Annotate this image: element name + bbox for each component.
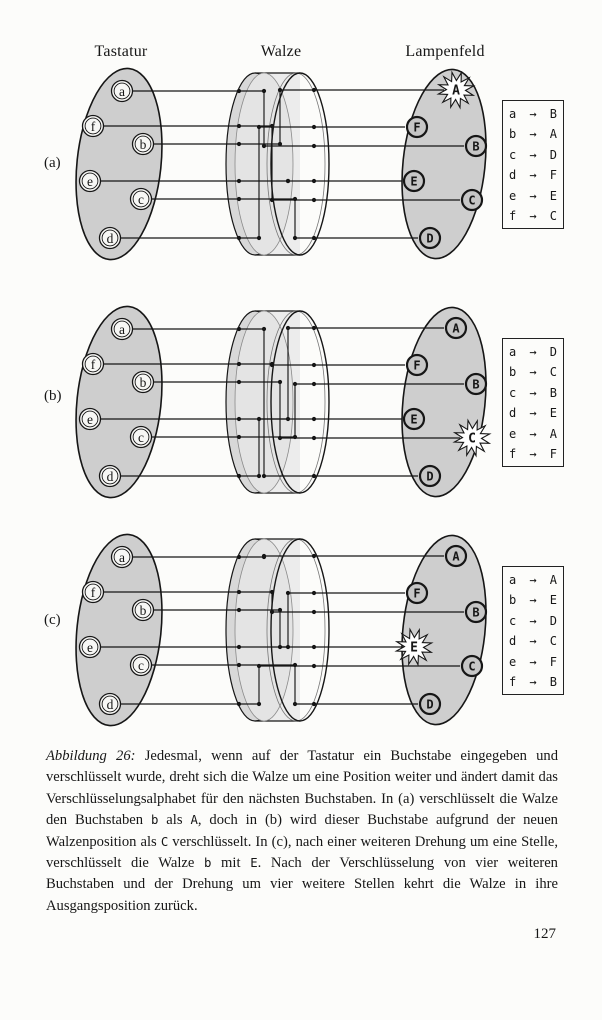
rotor-diagram-b: [70, 298, 510, 506]
key-letter: d: [106, 230, 114, 246]
caption-segment: b: [150, 813, 159, 828]
wire-junction-dot: [312, 326, 316, 330]
key-letter: f: [90, 584, 96, 600]
wire-junction-dot: [286, 645, 290, 649]
lamp-letter: F: [413, 586, 421, 601]
mapping-cell: →: [529, 209, 537, 224]
wire-junction-dot: [312, 382, 316, 386]
mapping-cell: b: [509, 593, 517, 608]
lamp-letter: B: [472, 139, 480, 154]
mapping-cell: →: [529, 573, 537, 587]
key-letter: e: [87, 173, 93, 189]
wire-junction-dot: [237, 645, 241, 649]
mapping-cell: b: [509, 127, 517, 142]
key-letter: d: [106, 468, 114, 484]
mapping-row: [509, 424, 557, 444]
caption-segment: Abbildung 26:: [46, 748, 145, 764]
mapping-cell: →: [529, 168, 537, 183]
wire-junction-dot: [237, 608, 241, 612]
wire-junction-dot: [312, 474, 316, 478]
mapping-row: [509, 383, 557, 403]
mapping-cell: B: [549, 675, 557, 690]
wire-junction-dot: [286, 591, 290, 595]
wire-junction-dot: [237, 89, 241, 93]
mapping-row: [509, 570, 557, 590]
mapping-cell: c: [509, 147, 517, 162]
caption-segment: , doch in (b) wird dieser Buchstabe aufgrund der neuen Walzenposition als: [46, 812, 558, 850]
mapping-table-b: [502, 338, 564, 467]
wire-junction-dot: [312, 236, 316, 240]
wire-junction-dot: [270, 610, 274, 614]
mapping-cell: E: [549, 188, 557, 203]
mapping-cell: C: [549, 209, 557, 224]
panel-label-b: (b): [44, 388, 62, 404]
key-letter: b: [139, 602, 147, 618]
mapping-row: [509, 403, 557, 423]
mapping-cell: →: [529, 406, 537, 421]
mapping-table-c: [502, 566, 564, 695]
wire-junction-dot: [270, 198, 274, 202]
wire-junction-dot: [237, 380, 241, 384]
mapping-cell: a: [509, 107, 517, 121]
mapping-cell: E: [549, 593, 557, 608]
wire-junction-dot: [293, 702, 297, 706]
key-letter: c: [138, 429, 144, 445]
wire-junction-dot: [237, 663, 241, 667]
rotor-diagram-c: [70, 526, 510, 734]
key-letter: b: [139, 374, 147, 390]
wire-junction-dot: [312, 363, 316, 367]
mapping-row: [509, 362, 557, 382]
mapping-row: [509, 145, 557, 165]
wire-junction-dot: [312, 702, 316, 706]
wire-junction-dot: [312, 554, 316, 558]
wire-junction-dot: [312, 417, 316, 421]
lampboard-disc: [393, 65, 494, 263]
mapping-row: [509, 342, 557, 362]
mapping-cell: f: [509, 447, 517, 462]
mapping-cell: →: [529, 447, 537, 462]
mapping-row: [509, 124, 557, 144]
mapping-cell: A: [549, 127, 557, 142]
wire-junction-dot: [312, 645, 316, 649]
caption-segment: mit: [211, 855, 251, 872]
caption-segment: E: [250, 856, 258, 871]
mapping-cell: →: [529, 675, 537, 690]
panel-label-c: (c): [44, 612, 61, 628]
mapping-row: [509, 165, 557, 185]
wire-junction-dot: [237, 327, 241, 331]
wire-junction-dot: [312, 591, 316, 595]
mapping-cell: →: [529, 107, 537, 121]
mapping-row: [509, 444, 557, 464]
wire-junction-dot: [262, 554, 266, 558]
wire-junction-dot: [237, 417, 241, 421]
mapping-cell: →: [529, 385, 537, 400]
mapping-row: [509, 631, 557, 651]
key-letter: c: [138, 191, 144, 207]
mapping-cell: →: [529, 634, 537, 649]
caption-segment: A: [190, 813, 198, 828]
mapping-cell: →: [529, 654, 537, 669]
key-letter: a: [119, 83, 125, 99]
wire-junction-dot: [262, 327, 266, 331]
caption-segment: . Nach der Verschlüsselung von vier weiteren Buchstaben und der Drehung um vier weitere Stellen kehrt die Walze in ihre Ausgangsposition zurück.: [46, 855, 558, 914]
mapping-cell: E: [549, 406, 557, 421]
lamp-letter: C: [468, 193, 476, 208]
mapping-cell: D: [549, 345, 557, 359]
wire-junction-dot: [286, 326, 290, 330]
mapping-cell: B: [549, 385, 557, 400]
wire-junction-dot: [257, 702, 261, 706]
wire-junction-dot: [312, 610, 316, 614]
caption-segment: Jedesmal, wenn auf der Tastatur ein Buchstabe eingegeben und verschlüsselt wurde, dreht sich die Walze um eine Position weiter und ändert damit das Verschlüsselungsalphabet für den nächsten Buchstaben. In (a) verschlüsselt die Walze den Buchstaben: [46, 748, 558, 829]
mapping-cell: f: [509, 675, 517, 690]
mapping-cell: F: [549, 654, 557, 669]
key-letter: e: [87, 639, 93, 655]
wire-junction-dot: [270, 124, 274, 128]
mapping-cell: F: [549, 168, 557, 183]
lamp-letter: D: [426, 469, 434, 484]
mapping-cell: e: [509, 426, 517, 441]
mapping-cell: b: [509, 365, 517, 380]
wire-junction-dot: [312, 144, 316, 148]
wire-junction-dot: [237, 435, 241, 439]
wire-junction-dot: [237, 179, 241, 183]
column-header-lampboard: Lampenfeld: [405, 43, 485, 60]
key-letter: f: [90, 356, 96, 372]
wire-junction-dot: [257, 664, 261, 668]
panel-label-a: (a): [44, 155, 61, 171]
wire-junction-dot: [312, 125, 316, 129]
wire-junction-dot: [237, 236, 241, 240]
wire-junction-dot: [312, 664, 316, 668]
mapping-cell: →: [529, 345, 537, 359]
mapping-cell: a: [509, 345, 517, 359]
wire-junction-dot: [286, 179, 290, 183]
wire-junction-dot: [270, 590, 274, 594]
lampboard-disc: [393, 531, 494, 729]
mapping-cell: A: [549, 573, 557, 587]
mapping-row: [509, 206, 557, 226]
mapping-row: [509, 611, 557, 631]
mapping-cell: B: [549, 107, 557, 121]
lamp-letter: E: [410, 174, 418, 189]
wire-junction-dot: [312, 436, 316, 440]
key-letter: d: [106, 696, 114, 712]
mapping-cell: →: [529, 426, 537, 441]
lamp-letter: C: [468, 659, 476, 674]
mapping-cell: C: [549, 365, 557, 380]
lamp-letter: F: [413, 358, 421, 373]
wire-junction-dot: [278, 88, 282, 92]
wire-junction-dot: [293, 435, 297, 439]
mapping-table-a: [502, 100, 564, 229]
mapping-cell: d: [509, 168, 517, 183]
wire-junction-dot: [270, 363, 274, 367]
mapping-cell: f: [509, 209, 517, 224]
wire-junction-dot: [237, 702, 241, 706]
wire-junction-dot: [237, 474, 241, 478]
wire-junction-dot: [262, 89, 266, 93]
wire-junction-dot: [237, 555, 241, 559]
column-header-keyboard: Tastatur: [94, 43, 148, 60]
wire-junction-dot: [293, 236, 297, 240]
wire-junction-dot: [237, 124, 241, 128]
wire-junction-dot: [262, 474, 266, 478]
wire-junction-dot: [312, 198, 316, 202]
mapping-cell: a: [509, 573, 517, 587]
wire-junction-dot: [312, 179, 316, 183]
mapping-cell: e: [509, 188, 517, 203]
mapping-cell: F: [549, 447, 557, 462]
wire-junction-dot: [293, 382, 297, 386]
mapping-cell: →: [529, 127, 537, 142]
caption-segment: verschlüsselt. In (c), nach einer weiteren Drehung um eine Stelle, verschlüsselt die Walze: [46, 833, 558, 872]
lamp-letter: F: [413, 120, 421, 135]
mapping-row: [509, 652, 557, 672]
mapping-cell: e: [509, 654, 517, 669]
key-letter: b: [139, 136, 147, 152]
lamp-letter: B: [472, 605, 480, 620]
mapping-cell: →: [529, 365, 537, 380]
mapping-cell: D: [549, 147, 557, 162]
wire-junction-dot: [312, 88, 316, 92]
lamp-letter: E: [410, 412, 418, 427]
key-letter: a: [119, 321, 125, 337]
lit-lamp-letter: C: [468, 431, 476, 447]
mapping-cell: C: [549, 634, 557, 649]
mapping-row: [509, 672, 557, 692]
column-header-rotor: Walze: [260, 43, 302, 60]
lamp-letter: D: [426, 231, 434, 246]
mapping-cell: A: [549, 426, 557, 441]
key-letter: f: [90, 118, 96, 134]
wire-junction-dot: [257, 474, 261, 478]
mapping-cell: d: [509, 634, 517, 649]
rotor-diagram-a: [70, 60, 510, 268]
wire-junction-dot: [278, 380, 282, 384]
mapping-row: [509, 104, 557, 124]
wire-junction-dot: [286, 417, 290, 421]
mapping-cell: c: [509, 613, 517, 628]
mapping-row: [509, 590, 557, 610]
wire-junction-dot: [237, 590, 241, 594]
lamp-letter: A: [452, 321, 460, 336]
caption-segment: C: [160, 834, 169, 849]
wire-junction-dot: [237, 197, 241, 201]
mapping-cell: c: [509, 385, 517, 400]
figure-caption: [46, 746, 558, 917]
page-number: 127: [533, 926, 556, 942]
lamp-letter: D: [426, 697, 434, 712]
wire-junction-dot: [278, 142, 282, 146]
key-letter: c: [138, 657, 144, 673]
caption-segment: b: [204, 856, 212, 871]
lamp-letter: A: [452, 549, 460, 564]
mapping-cell: →: [529, 188, 537, 203]
key-letter: a: [119, 549, 125, 565]
lit-lamp-letter: E: [410, 640, 418, 656]
key-letter: e: [87, 411, 93, 427]
rotor-contour: [235, 539, 293, 721]
caption-segment: als: [158, 812, 191, 829]
mapping-row: [509, 186, 557, 206]
wire-junction-dot: [237, 142, 241, 146]
wire-junction-dot: [237, 362, 241, 366]
mapping-cell: d: [509, 406, 517, 421]
mapping-cell: →: [529, 593, 537, 608]
lit-lamp-letter: A: [452, 83, 460, 99]
mapping-cell: →: [529, 613, 537, 628]
lampboard-disc: [393, 303, 494, 501]
lamp-letter: B: [472, 377, 480, 392]
wire-junction-dot: [257, 236, 261, 240]
mapping-cell: →: [529, 147, 537, 162]
mapping-cell: D: [549, 613, 557, 628]
